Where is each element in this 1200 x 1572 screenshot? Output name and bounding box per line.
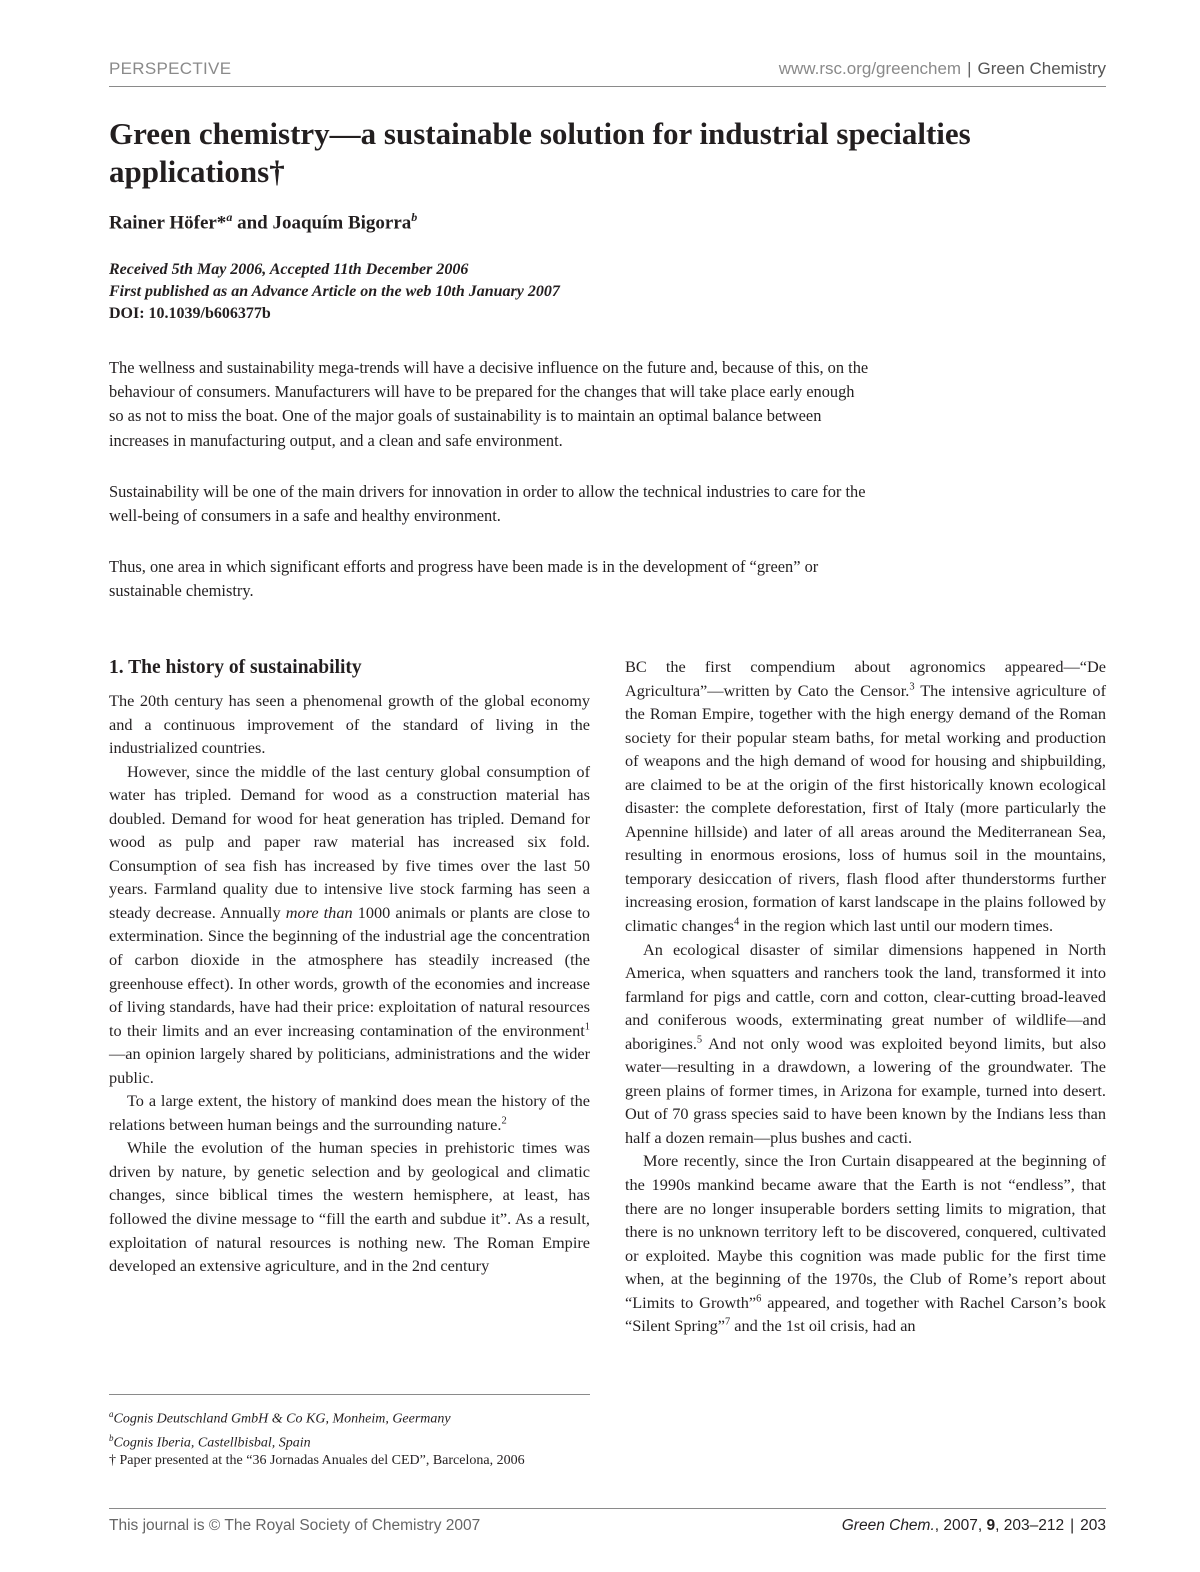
body-text: However, since the middle of the last century global consumption of water has tripled. Demand for wood as a construction material has doubled. Demand for wood for heat generation has tripled. Demand for wood as pulp and paper raw material has increased six fold. Consumption of sea fish has increased by five times over the last 50 years. Farmland quality due to intensive live stock farming has seen a steady decrease. Annually: [109, 761, 590, 922]
footer-journal: Green Chem.: [841, 1517, 935, 1534]
header-separator: |: [967, 59, 972, 78]
body-column-left: [109, 655, 590, 1278]
citation-line: [842, 1517, 1106, 1535]
header-right: [779, 59, 1106, 79]
footnote-text: Cognis Iberia, Castellbisbal, Spain: [113, 1435, 311, 1451]
body-text: and the 1st oil crisis, had an: [730, 1316, 916, 1336]
author-2: Joaquím Bigorra: [272, 212, 412, 234]
page-footer: [109, 1508, 1106, 1539]
abstract-paragraph-2: Sustainability will be one of the main drivers for innovation in order to allow the technical industries to care for the well-being of consumers in a safe and healthy environment.: [109, 481, 866, 526]
body-paragraph: [625, 1149, 1106, 1337]
journal-url-link[interactable]: www.rsc.org/greenchem: [778, 59, 962, 78]
body-paragraph: While the evolution of the human species in prehistoric times was driven by nature, by genetic selection and by geological and climatic changes, since biblical times the western hemisphere, at least, has followed the divine message to “fill the earth and subdue it”. As a result, exploitation of natural resources is nothing new. The Roman Empire developed an extensive agriculture, and in the 2nd century: [109, 1138, 590, 1276]
body-paragraph: [625, 938, 1106, 1150]
citation-ref[interactable]: 1: [584, 1021, 590, 1033]
citation-ref[interactable]: 5: [696, 1034, 703, 1046]
body-text: To a large extent, the history of mankind does mean the history of the relations between human beings and the surrounding nature.: [109, 1091, 590, 1134]
body-text: An ecological disaster of similar dimensions happened in North America, when squatters and ranchers took the land, transformed it into farmland for pigs and cattle, corn and cotton, clear-cutting broad-leaved and coniferous woods, exterminating great number of wildlife—and aborigines.: [625, 939, 1106, 1053]
citation-ref[interactable]: 6: [756, 1293, 762, 1305]
footnote-divider: [109, 1394, 590, 1395]
author-2-affiliation: b: [411, 210, 418, 224]
author-1-affiliation: a: [226, 210, 233, 224]
section-label: PERSPECTIVE: [109, 59, 232, 78]
abstract-paragraph-1: The wellness and sustainability mega-trends will have a decisive influence on the future and, because of this, on the behaviour of consumers. Manufacturers will have to be prepared for the changes that will take place early enough so as not to miss the boat. One of the major goals of sustainability is to maintain an optimal balance between increases in manufacturing output, and a clean and safe environment.: [109, 358, 869, 450]
author-line: [109, 210, 417, 234]
publication-history: [109, 259, 560, 325]
footnote-text: Cognis Deutschland GmbH & Co KG, Monheim, Geermany: [113, 1411, 451, 1427]
footer-separator: |: [1070, 1517, 1075, 1534]
footnotes: [109, 1405, 590, 1470]
body-text: And not only wood was exploited beyond limits, but also water—resulting in a drawdown, a lowering of the groundwater. The green plains of former times, in Arizona for example, turned into desert. Out of 70 grass species said to have been known by the Indians less than half a dozen remain—plus bushes and cacti.: [625, 1033, 1106, 1147]
copyright-notice: This journal is © The Royal Society of Chemistry 2007: [109, 1517, 481, 1534]
author-and: and: [237, 212, 268, 234]
header-journal-name: Green Chemistry: [977, 59, 1106, 78]
body-text: in the region which last until our modern times.: [739, 916, 1054, 936]
body-text: The intensive agriculture of the Roman Empire, together with the high energy demand of the Roman society for their popular steam baths, for metal working and production of weapons and the high demand of wood for housing and shipbuilding, are claimed to be at the origin of the first historically known ecological disaster: the complete deforestation, first of Italy (more particularly the Apennine hillside) and later of all areas around the Mediterranean Sea, resulting in enormous erosions, loss of humus soil in the mountains, temporary desiccation of rivers, flash flood after thunderstorms further increasing erosion, formation of karst landscape in the plains followed by climatic changes: [625, 680, 1106, 936]
footnote-dagger: † Paper presented at the “36 Jornadas Anuales del CED”, Barcelona, 2006: [109, 1453, 525, 1469]
body-column-right: [625, 655, 1106, 1338]
footnote-mark: a: [109, 1409, 114, 1419]
body-text: More recently, since the Iron Curtain disappeared at the beginning of the 1990s mankind became aware that the Earth is not “endless”, that there are no longer insuperable borders setting limits to migration, that there is no unknown territory left to be discovered, conquered, cultivated or exploited. Maybe this cognition was made public for the first time when, at the beginning of the 1970s, the Club of Rome’s report about “Limits to Growth”: [625, 1151, 1106, 1312]
body-paragraph: [625, 655, 1106, 938]
first-published: First published as an Advance Article on the web 10th January 2007: [109, 283, 560, 300]
footer-volume: 9: [986, 1517, 996, 1534]
doi[interactable]: DOI: 10.1039/b606377b: [109, 305, 271, 322]
citation-ref[interactable]: 3: [909, 681, 915, 693]
body-paragraph: The 20th century has seen a phenomenal growth of the global economy and a continuous improvement of the standard of living in the industrialized countries.: [109, 691, 590, 758]
footer-pages: , 203–212: [995, 1517, 1065, 1534]
citation-ref[interactable]: 7: [724, 1316, 731, 1328]
body-text: 1000 animals or plants are close to extermination. Since the beginning of the industrial age the concentration of carbon dioxide in the atmosphere has steadily increased (the greenhouse effect). In other words, growth of the economies and increase of living standards, have had their price: exploitation of natural resources to their limits and an ever increasing contamination of the environment: [109, 902, 590, 1040]
body-text: —an opinion largely shared by politicians, administrations and the wider public.: [109, 1044, 590, 1087]
footnote-affiliation-a: [109, 1405, 590, 1429]
footer-year: , 2007,: [934, 1517, 987, 1534]
author-1: Rainer Höfer*: [109, 212, 227, 234]
footnote-mark: b: [109, 1432, 114, 1443]
body-paragraph: [109, 760, 590, 1090]
footnote-affiliation-b: [109, 1429, 590, 1453]
body-paragraph: [109, 1089, 590, 1136]
received-accepted: Received 5th May 2006, Accepted 11th December 2006: [109, 261, 469, 278]
page-number: 203: [1080, 1517, 1106, 1534]
running-header: [109, 56, 1106, 87]
section-heading: 1. The history of sustainability: [109, 657, 362, 678]
body-text: BC the first compendium about agronomics appeared—“De Agricultura”—written by Cato the Censor.: [625, 657, 1106, 700]
emphasis-text: more than: [285, 902, 353, 922]
abstract-paragraph-3: Thus, one area in which significant efforts and progress have been made is in the development of “green” or sustainable chemistry.: [109, 557, 819, 601]
body-text: appeared, and together with Rachel Carson’s book “Silent Spring”: [625, 1292, 1106, 1336]
article-title: Green chemistry—a sustainable solution for industrial specialties applications†: [109, 116, 971, 189]
abstract: [109, 356, 869, 631]
citation-ref[interactable]: 4: [733, 916, 740, 928]
citation-ref[interactable]: 2: [501, 1115, 507, 1127]
